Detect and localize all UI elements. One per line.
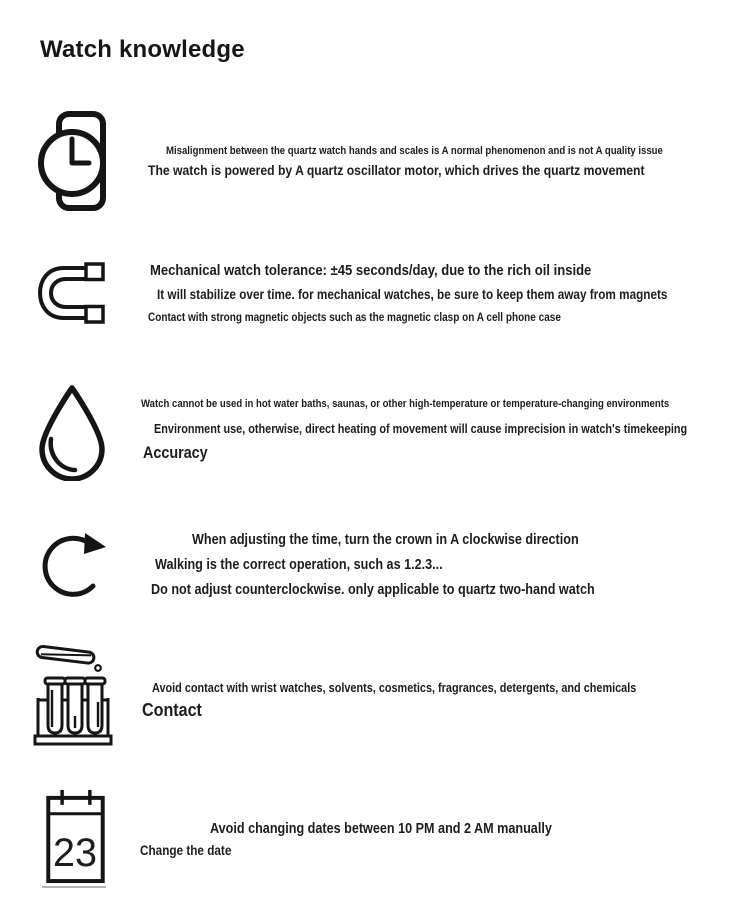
section-accuracy-sub: Environment use, otherwise, direct heating of movement will cause imprecision in watch's timekeeping [154, 422, 688, 436]
water-drop-icon [38, 383, 106, 481]
wristwatch-icon [38, 110, 108, 212]
section-accuracy-label: Accuracy [143, 444, 208, 462]
magnet-icon [36, 262, 108, 324]
section-magnet-sub: It will stabilize over time. for mechanical watches, be sure to keep them away from magnets [157, 287, 668, 302]
section-date-main: Avoid changing dates between 10 PM and 2 AM manually [210, 821, 552, 837]
calendar-icon [44, 787, 106, 886]
calendar-shadow-line [42, 886, 106, 888]
section-contact-note: Avoid contact with wrist watches, solvents, cosmetics, fragrances, detergents, and chemicals [152, 681, 637, 695]
section-contact-label: Contact [142, 699, 202, 720]
section-magnet-note: Contact with strong magnetic objects such as the magnetic clasp on A cell phone case [148, 312, 561, 324]
section-magnet-main: Mechanical watch tolerance: ±45 seconds/day, due to the rich oil inside [150, 262, 592, 279]
section-quartz-note: Misalignment between the quartz watch hands and scales is A normal phenomenon and is not A quality issue [166, 145, 663, 157]
section-date-label: Change the date [140, 843, 232, 858]
rotate-clockwise-icon [40, 523, 106, 603]
section-accuracy-note: Watch cannot be used in hot water baths, saunas, or other high-temperature or temperature-changing environments [141, 398, 670, 410]
section-adjust-sub: Walking is the correct operation, such as 1.2.3... [155, 557, 443, 573]
page-title: Watch knowledge [40, 36, 245, 63]
section-quartz-main: The watch is powered by A quartz oscillator motor, which drives the quartz movement [148, 162, 645, 178]
calendar-day-number: 23 [52, 831, 98, 876]
section-adjust-main: When adjusting the time, turn the crown in A clockwise direction [192, 532, 579, 548]
section-adjust-warning: Do not adjust counterclockwise. only applicable to quartz two-hand watch [151, 582, 595, 598]
test-tubes-icon [33, 643, 113, 747]
